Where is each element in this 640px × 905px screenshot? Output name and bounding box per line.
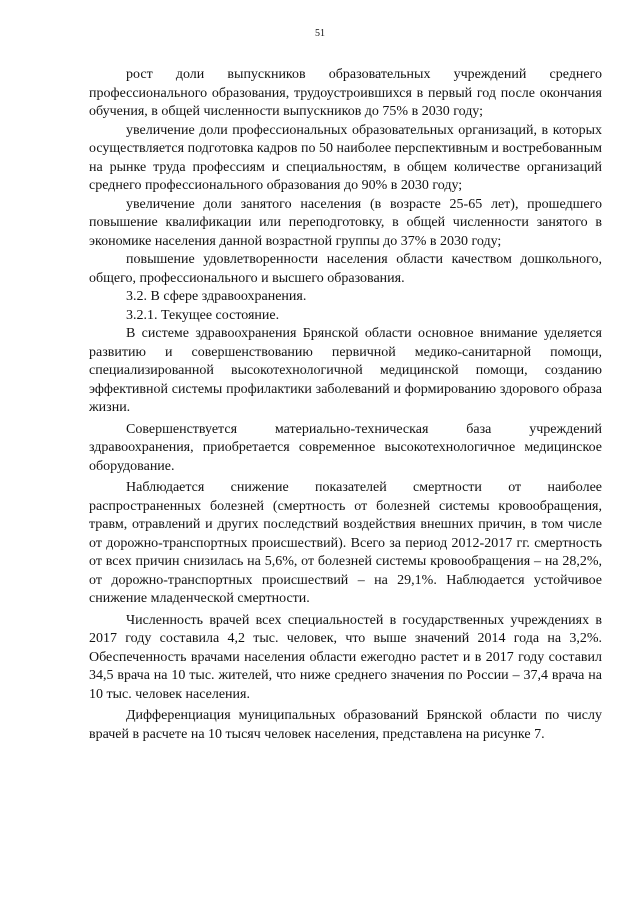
- paragraph-employed-population-training: увеличение доли занятого населения (в возрасте 25-65 лет), прошедшего повышение квалификации или переподготовку, в общей численности занятого в экономике населения данной возрастной группы до 37% в 2030 году;: [89, 196, 602, 249]
- body-text: [89, 66, 602, 744]
- paragraph-professional-organizations: увеличение доли профессиональных образовательных организаций, в которых осуществляется подготовка кадров по 50 наиболее перспективным и востребованным на рынке труда профессиям и специальностям, в общем количестве организаций среднего профессионального образования до 90% в 2030 году;: [89, 122, 602, 193]
- paragraph-differentiation: Дифференциация муниципальных образований Брянской области по числу врачей в расчете на 10 тысяч человек населения, представлена на рисунке 7.: [89, 708, 602, 742]
- page-number: 51: [315, 28, 325, 39]
- subsection-heading-current-state: 3.2.1. Текущее состояние.: [126, 307, 280, 323]
- paragraph-graduates-employment: рост доли выпускников образовательных учреждений среднего профессионального образования, трудоустроившихся в первый год после окончания обучения, в общей численности выпускников до 75% в 2030 году;: [89, 67, 602, 119]
- paragraph-education-satisfaction: повышение удовлетворенности населения области качеством дошкольного, общего, профессионального и высшего образования.: [89, 252, 602, 286]
- section-heading-healthcare: 3.2. В сфере здравоохранения.: [126, 289, 307, 304]
- paragraph-mortality: Наблюдается снижение показателей смертности от наиболее распространенных болезней (смертность от болезней системы кровообращения, травм, отравлений и других последствий воздействия внешних причин, в том числе от дорожно-транспортных происшествий). Всего за период 2012-2017 гг. смертность от всех причин снизилась на 5,6%, от болезней системы кровообращения – на 28,2%, от дорожно-транспортных происшествий – на 29,1%. Наблюдается устойчивое снижение младенческой смертности.: [89, 480, 602, 606]
- paragraph-material-base: Совершенствуется материально-техническая база учреждений здравоохранения, приобретается современное высокотехнологичное медицинское оборудование.: [89, 421, 602, 474]
- paragraph-healthcare-system: В системе здравоохранения Брянской области основное внимание уделяется развитию и совершенствованию первичной медико-санитарной помощи, специализированной высокотехнологичной медицинской помощи, созданию эффективной системы профилактики заболеваний и формированию здорового образа жизни.: [89, 326, 602, 415]
- paragraph-doctors-count: Численность врачей всех специальностей в государственных учреждениях в 2017 году составила 4,2 тыс. человек, что выше значений 2014 года на 3,2%. Обеспеченность врачами населения области ежегодно растет и в 2017 году составил 34,5 врача на 10 тыс. жителей, что ниже среднего значения по России – 37,4 врача на 10 тыс. человек населения.: [89, 612, 602, 702]
